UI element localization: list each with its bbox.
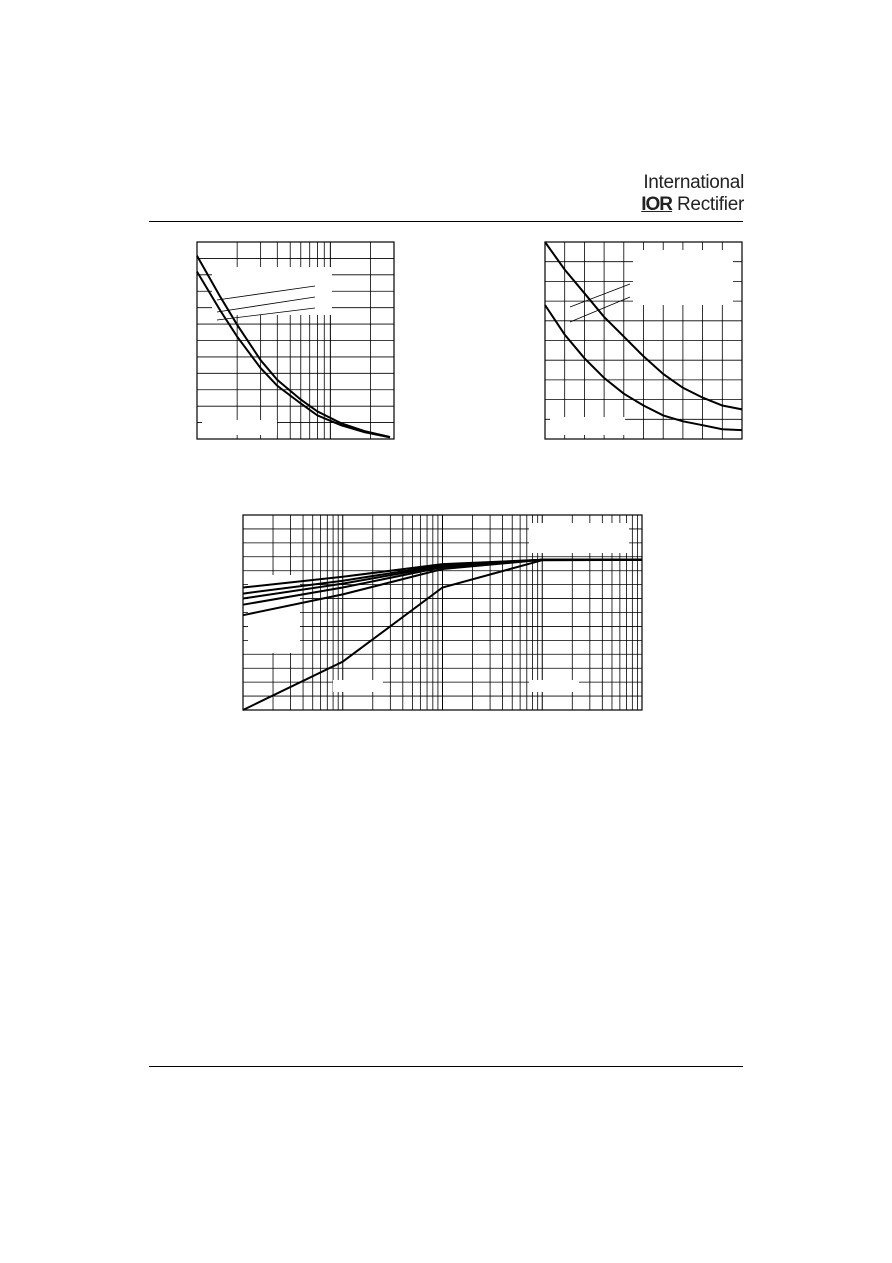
chart-bottom bbox=[243, 515, 645, 713]
brand-logo bbox=[641, 172, 744, 216]
brand-name-rectifier bbox=[641, 194, 744, 216]
label-area-blank bbox=[333, 680, 383, 692]
chart-top-left bbox=[197, 242, 397, 442]
label-area-blank bbox=[633, 250, 733, 305]
brand-name-international: International bbox=[643, 172, 744, 193]
label-area-blank bbox=[202, 420, 277, 435]
label-area-blank bbox=[529, 523, 629, 553]
header-rule bbox=[149, 221, 743, 222]
brand-ir-mark: IOR bbox=[641, 194, 673, 215]
label-area-blank bbox=[529, 680, 579, 692]
chart-top-right bbox=[545, 242, 745, 442]
brand-rectifier-text: Rectifier bbox=[677, 194, 744, 215]
footer-rule bbox=[149, 1066, 743, 1067]
label-area-blank bbox=[550, 417, 625, 435]
